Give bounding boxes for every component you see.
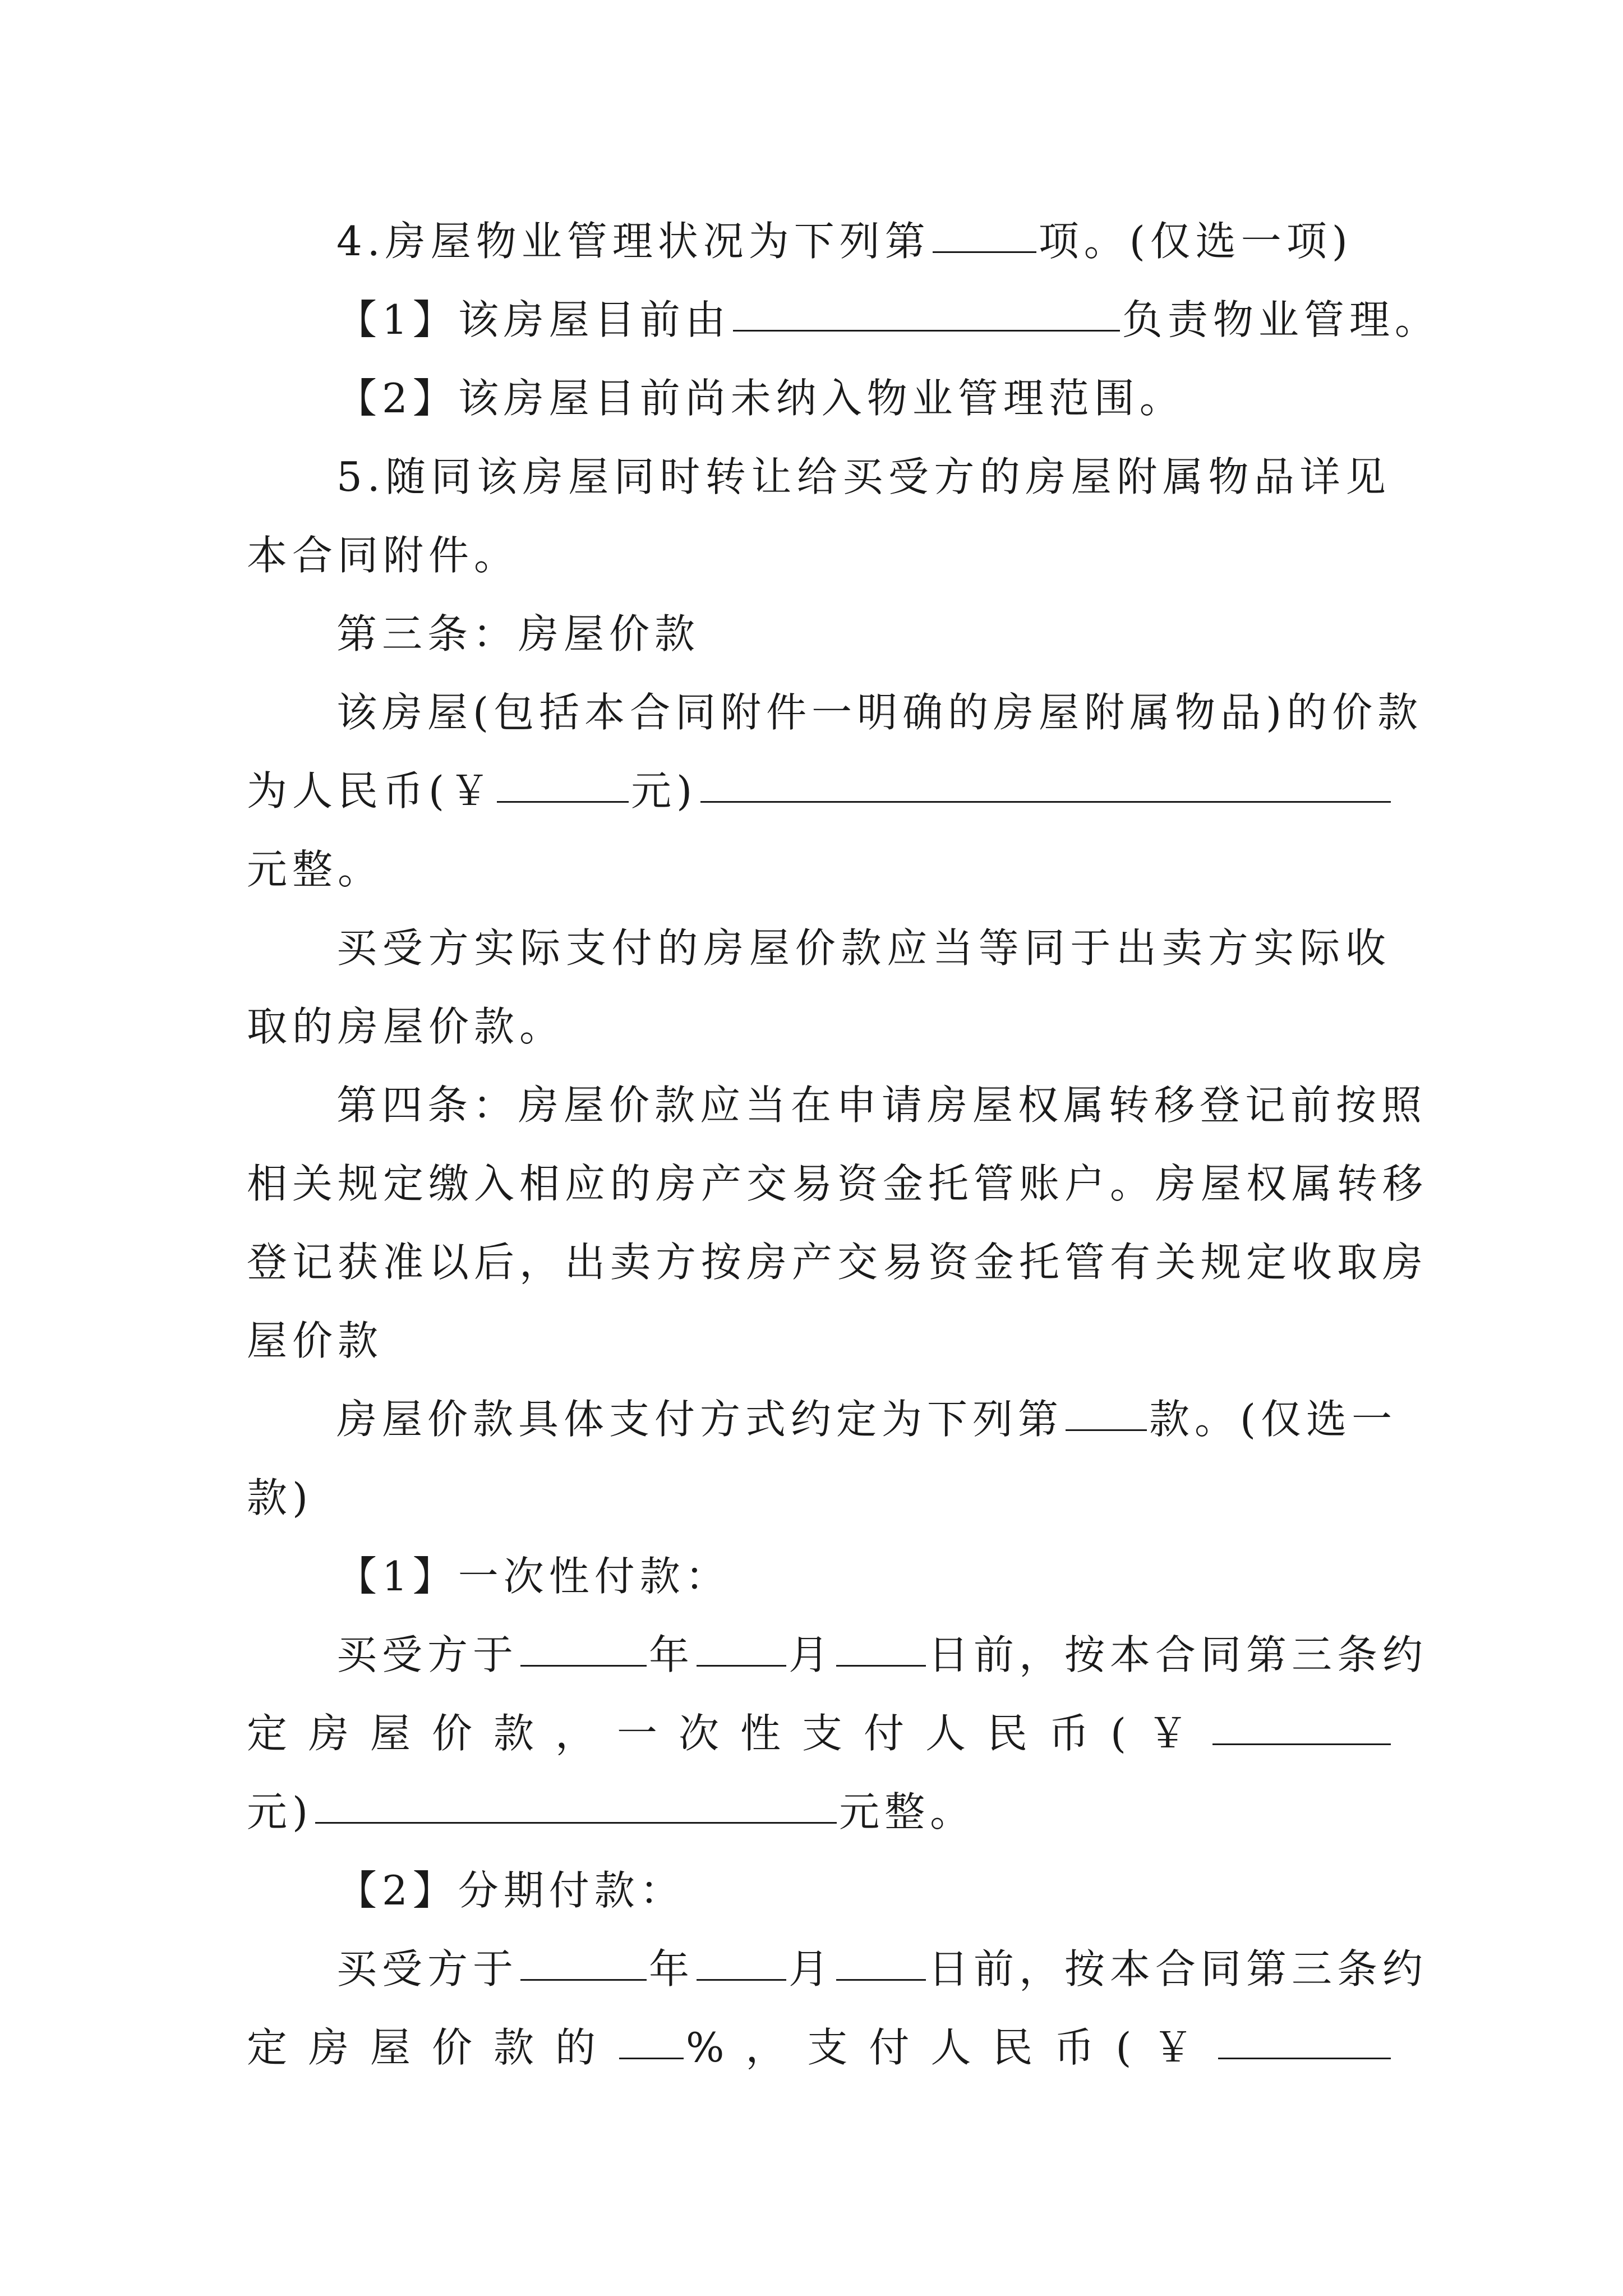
installment-line-2 [247,2014,1391,2081]
installment-line-1 [336,1935,1428,2003]
text: 买受方实际支付的房屋价款应当等同于出卖方实际收 [336,924,1391,972]
text: 为人民币(￥ [247,767,495,815]
article-4-line-1 [336,1071,1427,1139]
payment-equal-line-1 [336,914,1391,982]
lump-sum-line-2 [247,1700,1391,1767]
text: 款) [247,1474,313,1521]
lump-sum-line-3 [247,1778,1391,1846]
text: 【1】该房屋目前由 [336,296,731,343]
text: 相关规定缴入相应的房产交易资金托管账户。房屋权属转移 [247,1160,1428,1207]
text: 该房屋(包括本合同附件一明确的房屋附属物品)的价款 [336,689,1423,736]
text: 房屋价款具体支付方式约定为下列第 [336,1396,1064,1443]
article-3-heading [336,600,1391,668]
fill-blank-day[interactable] [836,1935,926,1981]
fill-blank-year[interactable] [520,1935,647,1981]
payment-equal-line-2 [247,993,1391,1060]
text: 日前，按本合同第三条约 [928,1631,1428,1678]
fill-blank[interactable] [700,757,1391,803]
clause-5-line-2 [247,522,1391,589]
clause-5-line [336,443,1391,510]
text: 4.房屋物业管理状况为下列第 [336,218,930,265]
payment-method-line-1 [336,1386,1398,1453]
text: 第四条：房屋价款应当在申请房屋权属转移登记前按照 [336,1082,1427,1129]
text: 款。(仅选一 [1149,1396,1398,1443]
article-4-line-2 [247,1150,1428,1217]
text: 日前，按本合同第三条约 [928,1945,1428,1993]
text: 【2】该房屋目前尚未纳入物业管理范围。 [336,375,1185,422]
text: 【2】分期付款： [336,1867,685,1914]
price-line-3 [247,836,1391,903]
text: 月 [789,1945,834,1993]
text: 元整。 [247,846,384,893]
fill-blank-month[interactable] [697,1935,786,1981]
price-line-2 [247,757,1391,825]
text: 项。(仅选一项) [1038,218,1353,265]
price-line-1 [336,679,1423,746]
text: 元) [247,1788,313,1835]
fill-blank[interactable] [497,757,629,803]
text: 元整。 [839,1788,976,1835]
text: 负责物业管理。 [1122,296,1440,343]
option-1-line [336,286,1440,353]
text: 登记获准以后，出卖方按房产交易资金托管有关规定收取房 [247,1239,1428,1286]
lump-sum-line-1 [336,1621,1428,1688]
text: 买受方于 [336,1631,519,1678]
fill-blank[interactable] [733,286,1120,332]
text: 第三条：房屋价款 [336,610,700,657]
fill-blank-year[interactable] [520,1621,647,1667]
text: 买受方于 [336,1945,519,1993]
fill-blank[interactable] [1212,1700,1391,1745]
article-4-line-3 [247,1228,1428,1296]
text: 取的房屋价款。 [247,1003,565,1050]
article-4-line-4 [247,1307,1391,1374]
fill-blank-percent[interactable] [619,2014,684,2059]
text: 屋价款 [247,1317,384,1364]
text: 【1】一次性付款： [336,1553,731,1600]
payment-method-line-2 [247,1464,1391,1531]
lump-sum-heading [336,1543,1391,1610]
option-2-line [336,365,1391,432]
text: %，支付人民币(￥ [686,2024,1215,2071]
text: 年 [649,1945,695,1993]
text: 元) [631,767,698,815]
text: 定房屋价款，一次性支付人民币(￥ [247,1710,1210,1757]
text: 月 [789,1631,834,1678]
installment-heading [336,1857,1391,1924]
fill-blank-month[interactable] [697,1621,786,1667]
text: 本合同附件。 [247,532,520,579]
clause-4-line [336,208,1391,275]
fill-blank[interactable] [1218,2014,1391,2059]
text: 年 [649,1631,695,1678]
fill-blank[interactable] [315,1778,837,1824]
fill-blank[interactable] [1066,1386,1147,1431]
text: 5.随同该房屋同时转让给买受方的房屋附属物品详见 [336,453,1391,500]
fill-blank-day[interactable] [836,1621,926,1667]
fill-blank[interactable] [933,208,1036,253]
text: 定房屋价款的 [247,2024,617,2071]
